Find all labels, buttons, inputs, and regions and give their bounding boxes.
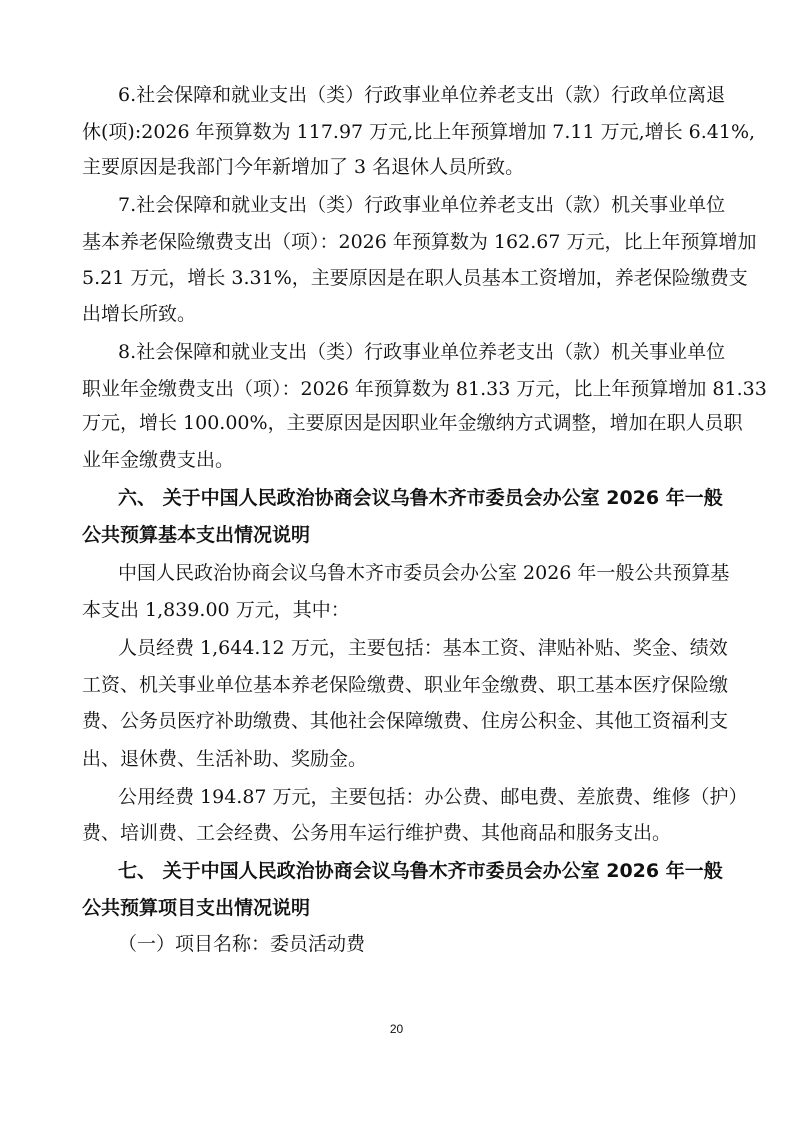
section-heading-line: 公共预算项目支出情况说明 [82,897,311,919]
section-heading-line: 七、 关于中国人民政治协商会议乌鲁木齐市委员会办公室 2026 年一般 [118,860,723,882]
paragraph-line: 本支出 1,839.00 万元，其中： [82,599,350,621]
paragraph-line: （一）项目名称：委员活动费 [118,933,366,955]
paragraph-line: 公用经费 194.87 万元，主要包括：办公费、邮电费、差旅费、维修（护） [118,786,748,808]
paragraph-line: 费、公务员医疗补助缴费、其他社会保障缴费、住房公积金、其他工资福利支 [82,710,729,732]
paragraph-line: 人员经费 1,644.12 万元，主要包括：基本工资、津贴补贴、奖金、绩效 [118,637,728,659]
paragraph-line: 出增长所致。 [82,303,197,325]
paragraph-line: 工资、机关事业单位基本养老保险缴费、职业年金缴费、职工基本医疗保险缴 [82,674,729,696]
paragraph-line: 中国人民政治协商会议乌鲁木齐市委员会办公室 2026 年一般公共预算基 [118,562,730,584]
paragraph-line: 休(项):2026 年预算数为 117.97 万元,比上年预算增加 7.11 万元,增长 6.41%, [82,121,756,143]
paragraph-line: 万元，增长 100.00%，主要原因是因职业年金缴纳方式调整，增加在职人员职 [82,412,743,434]
paragraph-line: 职业年金缴费支出（项）：2026 年预算数为 81.33 万元，比上年预算增加 81.33 [82,378,767,400]
section-heading-line: 公共预算基本支出情况说明 [82,524,311,546]
paragraph-line: 业年金缴费支出。 [82,449,235,471]
page-number: 20 [389,1022,404,1036]
paragraph-line: 7.社会保障和就业支出（类）行政事业单位养老支出（款）机关事业单位 [118,194,726,216]
section-heading-line: 六、 关于中国人民政治协商会议乌鲁木齐市委员会办公室 2026 年一般 [118,487,723,509]
paragraph-line: 6.社会保障和就业支出（类）行政事业单位养老支出（款）行政单位离退 [118,84,726,106]
paragraph-line: 基本养老保险缴费支出（项）：2026 年预算数为 162.67 万元，比上年预算增加 [82,231,757,253]
paragraph-line: 费、培训费、工会经费、公务用车运行维护费、其他商品和服务支出。 [82,822,672,844]
paragraph-line: 主要原因是我部门今年新增加了 3 名退休人员所致。 [82,156,525,178]
paragraph-line: 8.社会保障和就业支出（类）行政事业单位养老支出（款）机关事业单位 [118,341,726,363]
paragraph-line: 5.21 万元，增长 3.31%，主要原因是在职人员基本工资增加，养老保险缴费支 [82,267,748,289]
paragraph-line: 出、退休费、生活补助、奖励金。 [82,748,368,770]
